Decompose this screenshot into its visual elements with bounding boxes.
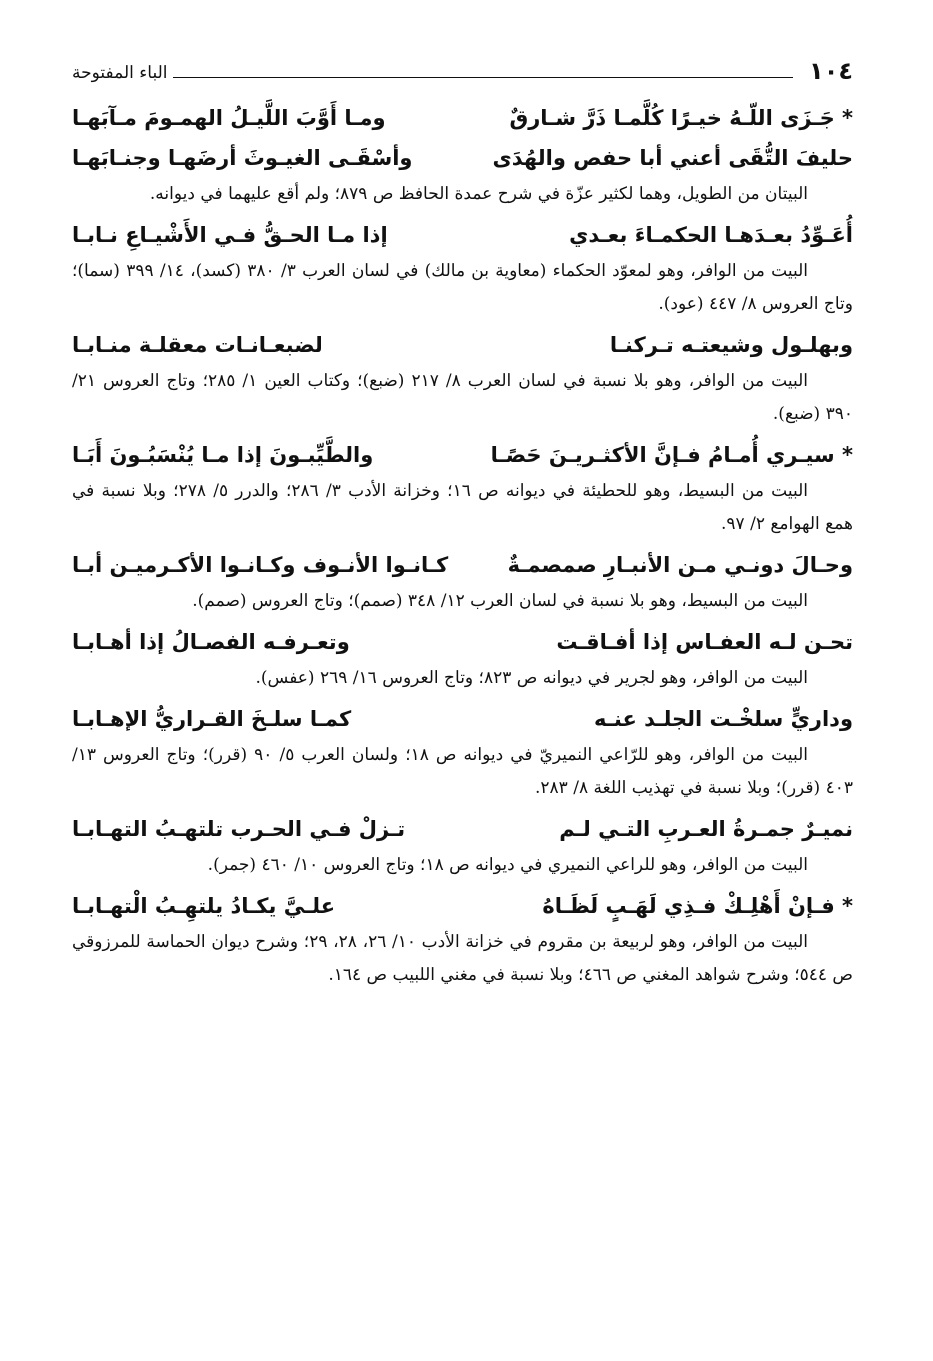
verse-line bbox=[72, 98, 853, 138]
verse-second-hemistich: لضبعـانـات معقلـة منـابـا bbox=[72, 333, 323, 357]
verse-line bbox=[72, 325, 853, 365]
verse-second-hemistich: كمـا سلـخَ القـراريُّ الإهـابـا bbox=[72, 707, 352, 731]
citation-note: البيت من الوافر، وهو بلا نسبة في لسان العرب ٨/ ٢١٧ (ضبع)؛ وكتاب العين ١/ ٢٨٥؛ وتاج العروس ٢١/ ٣٩٠ (ضبع). bbox=[72, 371, 853, 424]
entry bbox=[72, 325, 853, 431]
verse-line bbox=[72, 699, 853, 739]
verse-second-hemistich: وتعـرفـه الفصـالُ إذا أهـابـا bbox=[72, 630, 350, 654]
verse-line bbox=[72, 215, 853, 255]
entry bbox=[72, 545, 853, 618]
verse-first-hemistich: نميـرٌ جمـرةُ العـربِ التـي لـم bbox=[559, 817, 853, 841]
verse-first-hemistich: * فـإنْ أَهْلِـكْ فـذِي لَهَـبٍ لَظَـاهُ bbox=[542, 894, 853, 918]
citation-note: البيت من الوافر، وهو للرّاعي النميريّ في ديوانه ص ١٨؛ ولسان العرب ٥/ ٩٠ (قرر)؛ وتاج العروس ١٣/ ٤٠٣ (قرر)؛ وبلا نسبة في تهذيب اللغة ٨/ ٢٨٣. bbox=[72, 745, 853, 798]
verse-second-hemistich: تـزلْ فـي الحـرب تلتهـبُ التهـابـا bbox=[72, 817, 406, 841]
entry bbox=[72, 699, 853, 805]
entry bbox=[72, 809, 853, 882]
entry bbox=[72, 622, 853, 695]
verse-first-hemistich: وداريٍّ سلخْـت الجلـد عنـه bbox=[594, 707, 853, 731]
citation-note: البيت من الوافر، وهو للراعي النميري في ديوانه ص ١٨؛ وتاج العروس ١٠/ ٤٦٠ (جمر). bbox=[207, 855, 808, 875]
citation-note: البيت من الوافر، وهو لمعوّد الحكماء (معاوية بن مالك) في لسان العرب ٣/ ٣٨٠ (كسد)، ١٤/ ٣٩٩ (سما)؛ وتاج العروس ٨/ ٤٤٧ (عود). bbox=[72, 261, 853, 314]
citation-note: البيت من الوافر، وهو لربيعة بن مقروم في خزانة الأدب ١٠/ ٢٦، ٢٨، ٢٩؛ وشرح ديوان الحماسة للمرزوقي ص ٥٤٤؛ وشرح شواهد المغني ص ٤٦٦؛ وبلا نسبة في مغني اللبيب ص ١٦٤. bbox=[72, 932, 853, 985]
page-number: ١٠٤ bbox=[809, 57, 853, 85]
verse-second-hemistich: وأسْقَـى الغيـوثَ أرضَهـا وجنـابَهـا bbox=[72, 146, 413, 170]
entry bbox=[72, 435, 853, 541]
entry bbox=[72, 886, 853, 992]
citation-note: البيت من البسيط، وهو للحطيئة في ديوانه ص ١٦؛ وخزانة الأدب ٣/ ٢٨٦؛ والدرر ٥/ ٢٧٨؛ وبلا نسبة في همع الهوامع ٢/ ٩٧. bbox=[72, 481, 853, 534]
verse-first-hemistich: حليفَ التُّقَى أعني أبا حفص والهُدَى bbox=[492, 146, 853, 170]
verse-line bbox=[72, 622, 853, 662]
verse-second-hemistich: علـيَّ يكـادُ يلتهِـبُ الْتهـابـا bbox=[72, 894, 336, 918]
verse-first-hemistich: * جَـزَى اللّـهُ خيـرًا كُلَّمـا ذَرَّ شـارقٌ bbox=[509, 106, 853, 130]
verse-second-hemistich: ومـا أَوَّبَ اللَّيـلُ الهمـومَ مـآبَهـا bbox=[72, 106, 386, 130]
verse-first-hemistich: * سيـري أُمـامُ فـإنَّ الأكثـريـنَ حَصًـا bbox=[490, 443, 853, 467]
citation-note: البيت من البسيط، وهو بلا نسبة في لسان العرب ١٢/ ٣٤٨ (صمم)؛ وتاج العروس (صمم). bbox=[192, 591, 808, 611]
page-header bbox=[72, 58, 853, 84]
verse-second-hemistich: والطَّيِّبـونَ إذا مـا يُنْسَبُـونَ أَبَـا bbox=[72, 443, 374, 467]
citation-note: البيت من الوافر، وهو لجرير في ديوانه ص ٨٢٣؛ وتاج العروس ١٦/ ٢٦٩ (عفس). bbox=[255, 668, 808, 688]
verse-second-hemistich: إذا مـا الحـقُّ فـي الأَشْيـاعِ نـابـا bbox=[72, 223, 388, 247]
entry bbox=[72, 98, 853, 211]
verse-first-hemistich: تحـن لـه العفـاس إذا أفـاقـت bbox=[556, 630, 853, 654]
running-title: الباء المفتوحة bbox=[72, 63, 168, 83]
entry bbox=[72, 215, 853, 321]
verse-first-hemistich: وبهلـول وشيعتـه تـركنـا bbox=[609, 333, 853, 357]
verse-line bbox=[72, 138, 853, 178]
verse-line bbox=[72, 886, 853, 926]
header-rule bbox=[173, 77, 793, 78]
verse-line bbox=[72, 809, 853, 849]
verse-second-hemistich: كـانـوا الأنـوف وكـانـوا الأكـرميـن أبـا bbox=[72, 553, 449, 577]
verse-first-hemistich: وحـالَ دونـي مـن الأنبـارِ صمصمـةٌ bbox=[507, 553, 853, 577]
verse-first-hemistich: أُعَـوِّدُ بعـدَهـا الحكمـاءَ بعـدي bbox=[569, 223, 853, 247]
book-page bbox=[72, 58, 853, 996]
verse-line bbox=[72, 545, 853, 585]
verse-line bbox=[72, 435, 853, 475]
citation-note: البيتان من الطويل، وهما لكثير عزّة في شرح عمدة الحافظ ص ٨٧٩؛ ولم أقع عليهما في ديوانه. bbox=[149, 184, 808, 204]
